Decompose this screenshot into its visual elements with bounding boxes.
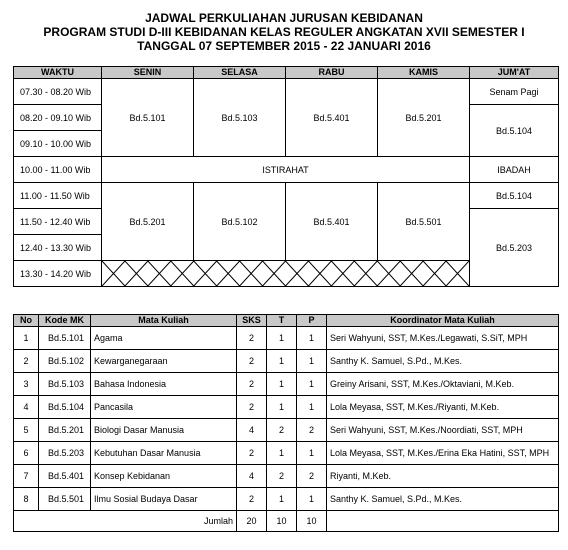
cell-no: 6 [14,442,39,465]
cell-sks: 2 [237,396,267,419]
cell-no: 8 [14,488,39,511]
total-label: Jumlah [14,511,237,532]
courses-header-row [14,315,559,327]
cell-koordinator: Santhy K. Samuel, S.Pd., M.Kes. [327,350,559,373]
header-p: P [297,315,327,327]
header-selasa: SELASA [194,67,286,79]
cell-kode: Bd.5.201 [39,419,91,442]
ibadah-cell: IBADAH [470,157,559,183]
time-slot: 08.20 - 09.10 Wib [14,105,102,131]
header-kode-mk: Kode MK [39,315,91,327]
header-sks: SKS [237,315,267,327]
schedule-cell: Bd.5.201 [102,183,194,261]
time-slot: 11.00 - 11.50 Wib [14,183,102,209]
cell-no: 5 [14,419,39,442]
cell-mata-kuliah: Ilmu Sosial Budaya Dasar [91,488,237,511]
table-row [14,419,559,442]
cell-t: 1 [267,350,297,373]
cell-kode: Bd.5.102 [39,350,91,373]
time-slot: 13.30 - 14.20 Wib [14,261,102,287]
schedule-row [14,183,559,209]
schedule-cell: Bd.5.401 [286,183,378,261]
page-title-line3: TANGGAL 07 SEPTEMBER 2015 - 22 JANUARI 2016 [137,39,431,53]
time-slot: 10.00 - 11.00 Wib [14,157,102,183]
schedule-row [14,79,559,105]
cell-koordinator: Lola Meyasa, SST, M.Kes./Riyanti, M.Keb. [327,396,559,419]
schedule-cell: Bd.5.203 [470,209,559,287]
header-senin: SENIN [102,67,194,79]
cell-koordinator: Seri Wahyuni, SST, M.Kes./Noordiati, SST, MPH [327,419,559,442]
cell-sks: 4 [237,419,267,442]
schedule-cell: Senam Pagi [470,79,559,105]
total-empty [327,511,559,532]
cell-koordinator: Santhy K. Samuel, S.Pd., M.Kes. [327,488,559,511]
header-koordinator: Koordinator Mata Kuliah [327,315,559,327]
cell-mata-kuliah: Agama [91,327,237,350]
schedule-header-row [14,67,559,79]
cell-kode: Bd.5.203 [39,442,91,465]
table-row [14,396,559,419]
table-row [14,373,559,396]
cell-mata-kuliah: Konsep Kebidanan [91,465,237,488]
schedule-cell: Bd.5.501 [378,183,470,261]
cell-no: 3 [14,373,39,396]
total-row [14,511,559,532]
cell-sks: 4 [237,465,267,488]
cell-p: 1 [297,350,327,373]
schedule-cell: Bd.5.401 [286,79,378,157]
cell-kode: Bd.5.104 [39,396,91,419]
cell-t: 1 [267,327,297,350]
cell-t: 1 [267,488,297,511]
cell-mata-kuliah: Kebutuhan Dasar Manusia [91,442,237,465]
header-jumat: JUM'AT [470,67,559,79]
schedule-cell: Bd.5.102 [194,183,286,261]
table-row [14,488,559,511]
cell-sks: 2 [237,488,267,511]
crossed-out-cell [102,261,470,287]
courses-table [13,314,559,532]
cell-mata-kuliah: Kewarganegaraan [91,350,237,373]
cell-t: 2 [267,419,297,442]
table-row [14,350,559,373]
cell-sks: 2 [237,350,267,373]
schedule-cell: Bd.5.101 [102,79,194,157]
time-slot: 12.40 - 13.30 Wib [14,235,102,261]
schedule-cell: Bd.5.201 [378,79,470,157]
page-title-line2: PROGRAM STUDI D-III KEBIDANAN KELAS REGULER ANGKATAN XVII SEMESTER I [43,25,525,39]
time-slot: 11.50 - 12.40 Wib [14,209,102,235]
header-t: T [267,315,297,327]
table-row [14,465,559,488]
cell-koordinator: Greiny Arisani, SST, M.Kes./Oktaviani, M.Keb. [327,373,559,396]
cell-koordinator: Riyanti, M.Keb. [327,465,559,488]
header-rabu: RABU [286,67,378,79]
cell-p: 1 [297,327,327,350]
header-waktu: WAKTU [14,67,102,79]
table-row [14,327,559,350]
cell-t: 2 [267,465,297,488]
header-kamis: KAMIS [378,67,470,79]
cell-sks: 2 [237,373,267,396]
total-t: 10 [267,511,297,532]
cell-mata-kuliah: Pancasila [91,396,237,419]
time-slot: 07.30 - 08.20 Wib [14,79,102,105]
cell-p: 2 [297,465,327,488]
table-row [14,442,559,465]
cell-koordinator: Seri Wahyuni, SST, M.Kes./Legawati, S.SiT, MPH [327,327,559,350]
cell-kode: Bd.5.401 [39,465,91,488]
cell-p: 1 [297,373,327,396]
cross-hatch-pattern [102,261,469,286]
cell-koordinator: Lola Meyasa, SST, M.Kes./Erina Eka Hatini, SST, MPH [327,442,559,465]
cell-no: 7 [14,465,39,488]
header-mata-kuliah: Mata Kuliah [91,315,237,327]
total-sks: 20 [237,511,267,532]
cell-sks: 2 [237,442,267,465]
cell-p: 1 [297,488,327,511]
cell-no: 1 [14,327,39,350]
schedule-table [13,66,559,287]
cell-kode: Bd.5.501 [39,488,91,511]
cell-kode: Bd.5.101 [39,327,91,350]
cell-mata-kuliah: Bahasa Indonesia [91,373,237,396]
cell-t: 1 [267,442,297,465]
cell-t: 1 [267,396,297,419]
break-cell: ISTIRAHAT [102,157,470,183]
cell-t: 1 [267,373,297,396]
cell-p: 1 [297,396,327,419]
schedule-cell: Bd.5.103 [194,79,286,157]
cell-p: 2 [297,419,327,442]
cell-sks: 2 [237,327,267,350]
schedule-cell: Bd.5.104 [470,105,559,157]
cell-p: 1 [297,442,327,465]
cell-mata-kuliah: Biologi Dasar Manusia [91,419,237,442]
cell-no: 2 [14,350,39,373]
header-no: No [14,315,39,327]
total-p: 10 [297,511,327,532]
time-slot: 09.10 - 10.00 Wib [14,131,102,157]
cell-kode: Bd.5.103 [39,373,91,396]
schedule-cell: Bd.5.104 [470,183,559,209]
schedule-row-break [14,157,559,183]
page-title-line1: JADWAL PERKULIAHAN JURUSAN KEBIDANAN [145,11,423,25]
cell-no: 4 [14,396,39,419]
